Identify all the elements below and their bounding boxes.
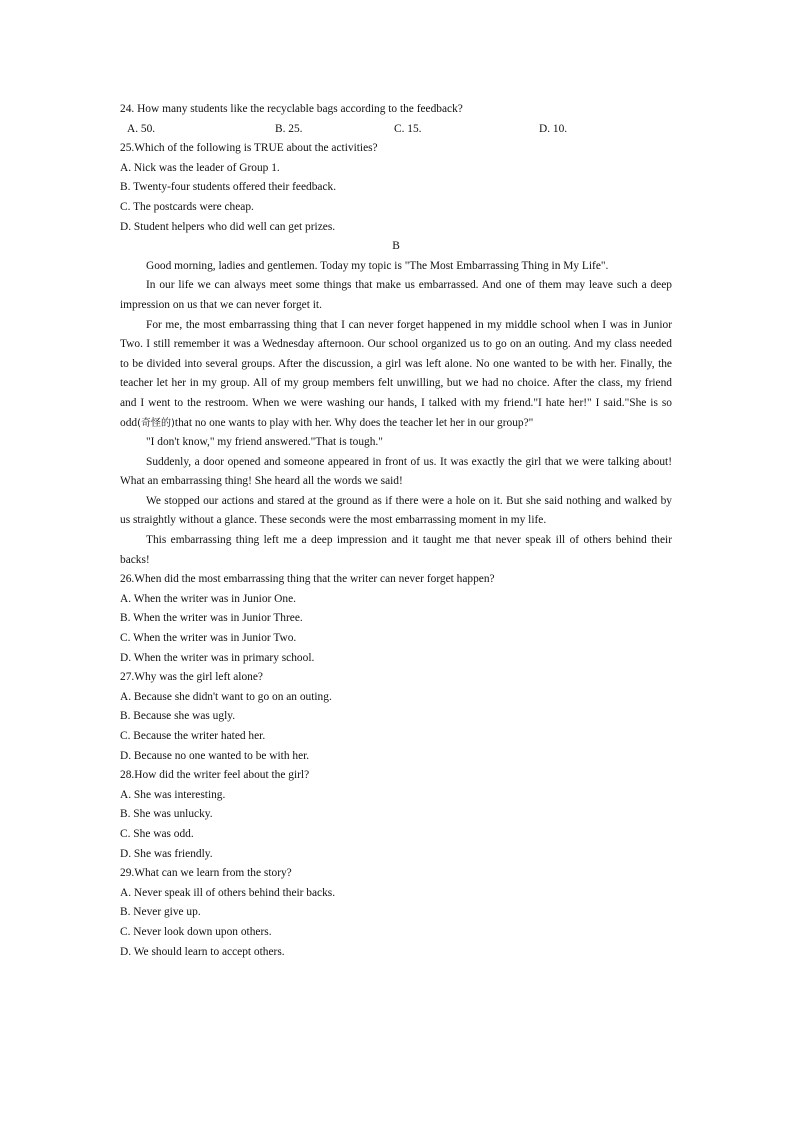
passage-paragraph-5: Suddenly, a door opened and someone appeared in front of us. It was exactly the girl that we were talking about! What an embarrassing thing! She heard all the words we said! <box>120 455 672 488</box>
passage-paragraph-1: Good morning, ladies and gentlemen. Today my topic is "The Most Embarrassing Thing in My Life". <box>146 259 609 272</box>
q26-option-c: C. When the writer was in Junior Two. <box>120 632 297 645</box>
question-26-text: 26.When did the most embarrassing thing that the writer can never forget happen? <box>120 573 495 586</box>
question-28 <box>120 766 672 864</box>
passage-paragraph-3-part-1: For me, the most embarrassing thing that I can never forget happened in my middle school when I was in Junior Two. I still remember it was a Wednesday afternoon. Our school organized us to go on an outing. And my class needed to be divided into several groups. After the discussion, a girl was left alone. No one wanted to be with her. Finally, the teacher let her in my group. All of my group members felt unwilling, but we had no choice. After the class, my friend and I went to the restroom. When we were washing our hands, I talked with my friend."I hate her!" I said."She is so odd <box>120 318 672 429</box>
q24-option-a: A. 50. <box>127 122 156 135</box>
q27-option-b: B. Because she was ugly. <box>120 710 236 723</box>
q28-option-c: C. She was odd. <box>120 827 194 840</box>
question-25 <box>120 139 672 237</box>
passage-paragraph-3 <box>120 316 672 434</box>
passage-paragraph-7: This embarrassing thing left me a deep impression and it taught me that never speak ill of others behind their backs! <box>120 534 672 566</box>
q28-option-d: D. She was friendly. <box>120 847 213 860</box>
q24-option-b: B. 25. <box>275 122 303 135</box>
q29-option-b: B. Never give up. <box>120 906 201 919</box>
q29-option-d: D. We should learn to accept others. <box>120 945 285 958</box>
q25-option-c: C. The postcards were cheap. <box>120 200 254 213</box>
q29-option-c: C. Never look down upon others. <box>120 925 272 938</box>
section-label: B <box>392 240 400 253</box>
q28-option-a: A. She was interesting. <box>120 788 226 801</box>
passage-paragraph-4: "I don't know," my friend answered."That is tough." <box>146 436 383 449</box>
question-25-text: 25.Which of the following is TRUE about the activities? <box>120 142 378 155</box>
question-29 <box>120 864 672 962</box>
question-27 <box>120 668 672 766</box>
q26-option-d: D. When the writer was in primary school. <box>120 651 315 664</box>
question-24-text: 24. How many students like the recyclable bags according to the feedback? <box>120 103 463 115</box>
question-28-text: 28.How did the writer feel about the girl? <box>120 769 310 782</box>
q27-option-c: C. Because the writer hated her. <box>120 730 266 742</box>
q26-option-a: A. When the writer was in Junior One. <box>120 592 296 605</box>
question-29-text: 29.What can we learn from the story? <box>120 867 292 880</box>
q25-option-d: D. Student helpers who did well can get prizes. <box>120 220 336 233</box>
passage-paragraph-3-part-2: that no one wants to play with her. Why does the teacher let her in our group?" <box>174 416 534 429</box>
q29-option-a: A. Never speak ill of others behind their backs. <box>120 886 336 899</box>
q24-option-c: C. 15. <box>394 122 422 135</box>
question-24 <box>120 100 672 139</box>
question-27-text: 27.Why was the girl left alone? <box>120 671 263 684</box>
question-24-options <box>120 120 672 140</box>
q24-option-d: D. 10. <box>539 122 568 135</box>
q25-option-a: A. Nick was the leader of Group 1. <box>120 161 280 174</box>
question-26 <box>120 570 672 668</box>
passage-paragraph-2: In our life we can always meet some things that make us embarrassed. And one of them may leave such a deep impression on us that we can never forget it. <box>120 279 672 311</box>
q26-option-b: B. When the writer was in Junior Three. <box>120 612 303 625</box>
reading-passage <box>120 257 672 571</box>
q25-option-b: B. Twenty-four students offered their feedback. <box>120 181 337 194</box>
passage-paragraph-6: We stopped our actions and stared at the ground as if there were a hole on it. But she said nothing and walked by us straightly without a glance. These seconds were the most embarrassing moment in my life. <box>120 494 672 527</box>
q27-option-d: D. Because no one wanted to be with her. <box>120 749 310 762</box>
q27-option-a: A. Because she didn't want to go on an outing. <box>120 690 332 703</box>
q28-option-b: B. She was unlucky. <box>120 808 213 821</box>
chinese-gloss-note: (奇怪的) <box>137 417 175 429</box>
worksheet-page <box>120 100 672 962</box>
